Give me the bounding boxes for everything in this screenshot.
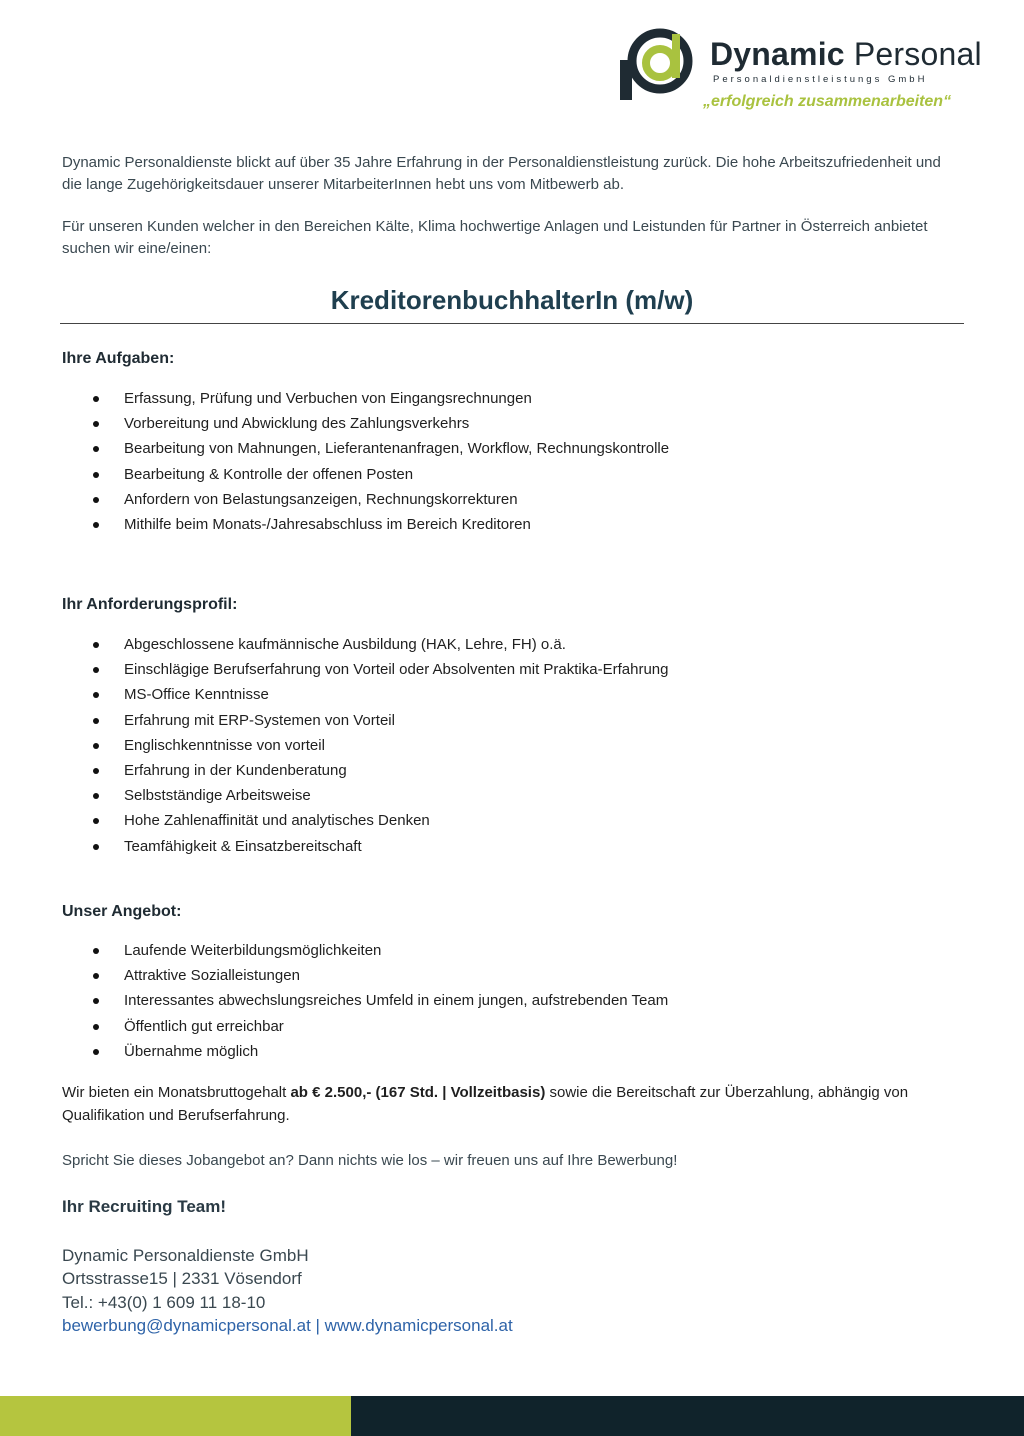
list-item: Bearbeitung von Mahnungen, Lieferantenanfragen, Workflow, Rechnungskontrolle — [62, 436, 669, 461]
list-item: Attraktive Sozialleistungen — [62, 963, 668, 988]
recruiting-team: Ihr Recruiting Team! — [62, 1197, 227, 1216]
offer-heading: Unser Angebot: — [62, 903, 182, 920]
list-item: Bearbeitung & Kontrolle der offenen Posten — [62, 462, 669, 487]
list-item: Selbstständige Arbeitsweise — [62, 783, 668, 808]
logo-mark-icon — [620, 26, 700, 100]
list-item: Mithilfe beim Monats-/Jahresabschluss im Bereich Kreditoren — [62, 512, 669, 537]
list-item: Anfordern von Belastungsanzeigen, Rechnungskorrekturen — [62, 487, 669, 512]
address: Ortsstrasse15 | 2331 Vösendorf — [62, 1269, 302, 1289]
list-item: Interessantes abwechslungsreiches Umfeld in einem jungen, aufstrebenden Team — [62, 988, 668, 1013]
profile-list — [62, 632, 668, 859]
logo-name: Dynamic Personal — [710, 36, 982, 72]
logo-slogan: „erfolgreich zusammenarbeiten“ — [703, 93, 952, 110]
intro-paragraph-2: Für unseren Kunden welcher in den Bereichen Kälte, Klima hochwertige Anlagen und Leistunden für Partner in Österreich anbietet suchen wir eine/einen: — [62, 218, 928, 257]
list-item: Erfahrung in der Kundenberatung — [62, 758, 668, 783]
email-link[interactable]: bewerbung@dynamicpersonal.at — [62, 1315, 311, 1335]
offer-list — [62, 938, 668, 1064]
call-to-action: Spricht Sie dieses Jobangebot an? Dann nichts wie los – wir freuen uns auf Ihre Bewerbung! — [62, 1152, 678, 1169]
list-item: Vorbereitung und Abwicklung des Zahlungsverkehrs — [62, 411, 669, 436]
list-item: Erfahrung mit ERP-Systemen von Vorteil — [62, 708, 668, 733]
title-divider — [60, 323, 964, 324]
job-title: KreditorenbuchhalterIn (m/w) — [330, 285, 694, 315]
salary-paragraph: Wir bieten ein Monatsbruttogehalt ab € 2.500,- (167 Std. | Vollzeitbasis) sowie die Bereitschaft zur Überzahlung, abhängig von Qualifikation und Berufserfahrung. — [62, 1084, 909, 1124]
list-item: MS-Office Kenntnisse — [62, 682, 668, 707]
list-item: Englischkenntnisse von vorteil — [62, 733, 668, 758]
salary-amount: ab € 2.500,- (167 Std. | Vollzeitbasis) — [290, 1084, 546, 1101]
website-link[interactable]: www.dynamicpersonal.at — [324, 1315, 513, 1335]
profile-heading: Ihr Anforderungsprofil: — [62, 596, 238, 613]
footer-bar-dark — [351, 1396, 1024, 1436]
list-item: Teamfähigkeit & Einsatzbereitschaft — [62, 834, 668, 859]
list-item: Laufende Weiterbildungsmöglichkeiten — [62, 938, 668, 963]
company-logo — [618, 22, 998, 122]
tasks-list — [62, 386, 669, 537]
intro-section — [62, 152, 962, 260]
contact-block: Dynamic Personaldienste GmbH Ortsstrasse15 | 2331 Vösendorf Tel.: +43(0) 1 609 11 18-10 bewerbung@dynamicpersonal.at | www.dynamicpersonal.at — [62, 1246, 513, 1335]
list-item: Hohe Zahlenaffinität und analytisches Denken — [62, 808, 668, 833]
list-item: Abgeschlossene kaufmännische Ausbildung (HAK, Lehre, FH) o.ä. — [62, 632, 668, 657]
list-item: Öffentlich gut erreichbar — [62, 1014, 668, 1039]
list-item: Übernahme möglich — [62, 1039, 668, 1064]
list-item: Erfassung, Prüfung und Verbuchen von Eingangsrechnungen — [62, 386, 669, 411]
phone: Tel.: +43(0) 1 609 11 18-10 — [62, 1292, 266, 1312]
tasks-heading: Ihre Aufgaben: — [62, 350, 175, 367]
logo-subtitle: Personaldienstleistungs GmbH — [713, 74, 928, 85]
intro-paragraph-1: Dynamic Personaldienste blickt auf über 35 Jahre Erfahrung in der Personaldienstleistung zurück. Die hohe Arbeitszufriedenheit und die lange Zugehörigkeitsdauer unserer MitarbeiterInnen hebt uns vom Mitbewerb ab. — [62, 154, 941, 193]
company-name: Dynamic Personaldienste GmbH — [62, 1246, 309, 1265]
footer-bar-green — [0, 1396, 351, 1436]
list-item: Einschlägige Berufserfahrung von Vorteil oder Absolventen mit Praktika-Erfahrung — [62, 657, 668, 682]
